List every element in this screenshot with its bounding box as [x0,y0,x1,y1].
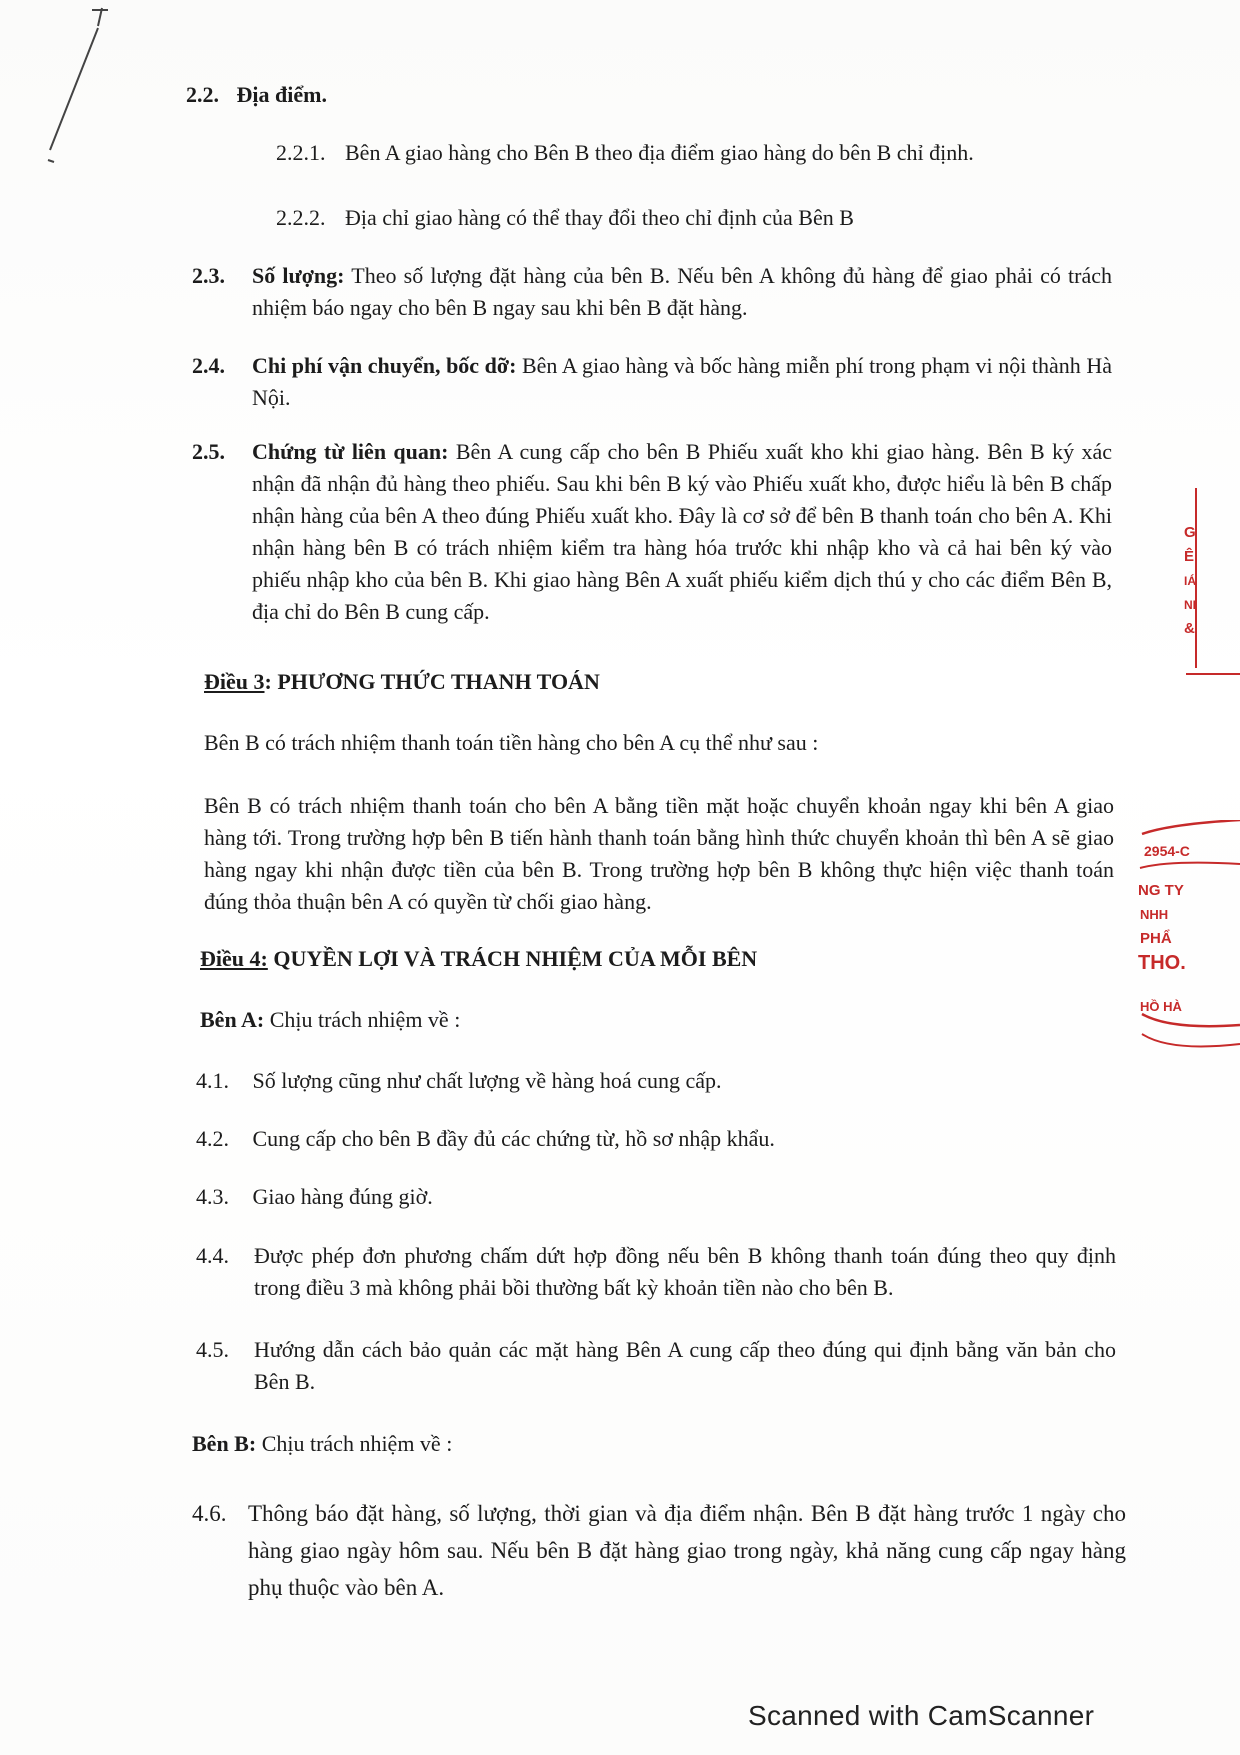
stamp-lower-text-2: NG TY [1138,882,1184,899]
stamp-lower-text-4: PHẨ [1140,930,1172,947]
party-a-heading: Bên A: Chịu trách nhiệm về : [200,1007,461,1032]
item-4-2: 4.2. Cung cấp cho bên B đầy đủ các chứng từ, hồ sơ nhập khẩu. [196,1126,775,1151]
item-4-5: 4.5. Hướng dẫn cách bảo quản các mặt hàng Bên A cung cấp theo đúng qui định bằng văn bản cho Bên B. [196,1337,1116,1394]
stamp-lower-text-5: THO. [1138,952,1186,974]
stamp-upper-text-2: Ê [1184,548,1195,565]
section-2-2-heading: 2.2. Địa điểm. [186,82,327,107]
stamp-upper-text-1: G [1184,524,1196,541]
stamp-upper-text-4: NI [1184,598,1196,612]
article-3-heading: Điều 3: PHƯƠNG THỨC THANH TOÁN [204,669,600,694]
stamp-upper-text-3: IÁ [1184,574,1196,588]
item-4-1: 4.1. Số lượng cũng như chất lượng về hàng hoá cung cấp. [196,1068,722,1093]
stamp-upper-text-5: & [1184,620,1195,637]
camscanner-watermark: Scanned with CamScanner [748,1700,1095,1731]
item-2-3: 2.3. Số lượng: Theo số lượng đặt hàng của bên B. Nếu bên A không đủ hàng để giao phải có trách nhiệm báo ngay cho bên B ngay sau khi bên B đặt hàng. [192,263,1113,320]
pen-mark [40,0,120,170]
item-4-3: 4.3. Giao hàng đúng giờ. [196,1184,433,1209]
item-2-5: 2.5. Chứng từ liên quan: Bên A cung cấp cho bên B Phiếu xuất kho khi giao hàng. Bên B ký xác nhận đã nhận đủ hàng theo phiếu. Sau khi bên B ký vào Phiếu xuất kho, được hiểu là bên B chấp nhận hàng của bên A theo đúng Phiếu xuất kho. Đây là cơ sở để bên B thanh toán cho bên A. Khi nhận hàng bên B có trách nhiệm kiểm tra hàng hóa trước khi nhập kho và cả hai bên ký vào phiếu nhập kho của bên B. Khi giao hàng Bên A xuất phiếu kiểm dịch thú y cho các điểm Bên B, địa chỉ do Bên B cung cấp. [192,439,1112,624]
stamp-upper-fragment [1182,478,1240,678]
article-3-intro: Bên B có trách nhiệm thanh toán tiền hàng cho bên A cụ thể như sau : [204,730,819,755]
stamp-lower-text-3: NHH [1140,907,1169,922]
stamp-lower-text-6: HỒ HÀ [1140,999,1182,1014]
article-3-body: Bên B có trách nhiệm thanh toán cho bên A bằng tiền mặt hoặc chuyển khoản ngay khi bên A giao hàng tới. Trong trường hợp bên B tiến hành thanh toán bằng hình thức chuyển khoản thì bên A sẽ giao hàng ngay khi nhận được tiền của bên B. Trong trường hợp bên B không thực hiện việc thanh toán đúng thỏa thuận bên A có quyền từ chối giao hàng. [204,793,1114,914]
item-2-2-2: 2.2.2. Địa chỉ giao hàng có thể thay đổi theo chỉ định của Bên B [276,205,854,230]
stamp-lower-fragment [1130,820,1240,1050]
item-2-4: 2.4. Chi phí vận chuyển, bốc dỡ: Bên A giao hàng và bốc hàng miễn phí trong phạm vi nội thành Hà Nội. [192,353,1112,410]
article-4-heading: Điều 4: QUYỀN LỢI VÀ TRÁCH NHIỆM CỦA MỖI BÊN [200,946,758,971]
party-b-heading: Bên B: Chịu trách nhiệm về : [192,1431,453,1456]
item-4-4: 4.4. Được phép đơn phương chấm dứt hợp đồng nếu bên B không thanh toán đúng theo quy định trong điều 3 mà không phải bồi thường bất kỳ khoản tiền nào cho bên B. [196,1243,1116,1300]
item-2-2-1: 2.2.1. Bên A giao hàng cho Bên B theo địa điểm giao hàng do bên B chỉ định. [276,140,974,165]
item-4-6: 4.6. Thông báo đặt hàng, số lượng, thời gian và địa điểm nhận. Bên B đặt hàng trước 1 ngày cho hàng giao ngày hôm sau. Nếu bên B đặt hàng giao trong ngày, khả năng cung cấp ngay hàng phụ thuộc vào bên A. [192,1501,1126,1600]
stamp-lower-text-1: 2954-C [1144,843,1190,859]
